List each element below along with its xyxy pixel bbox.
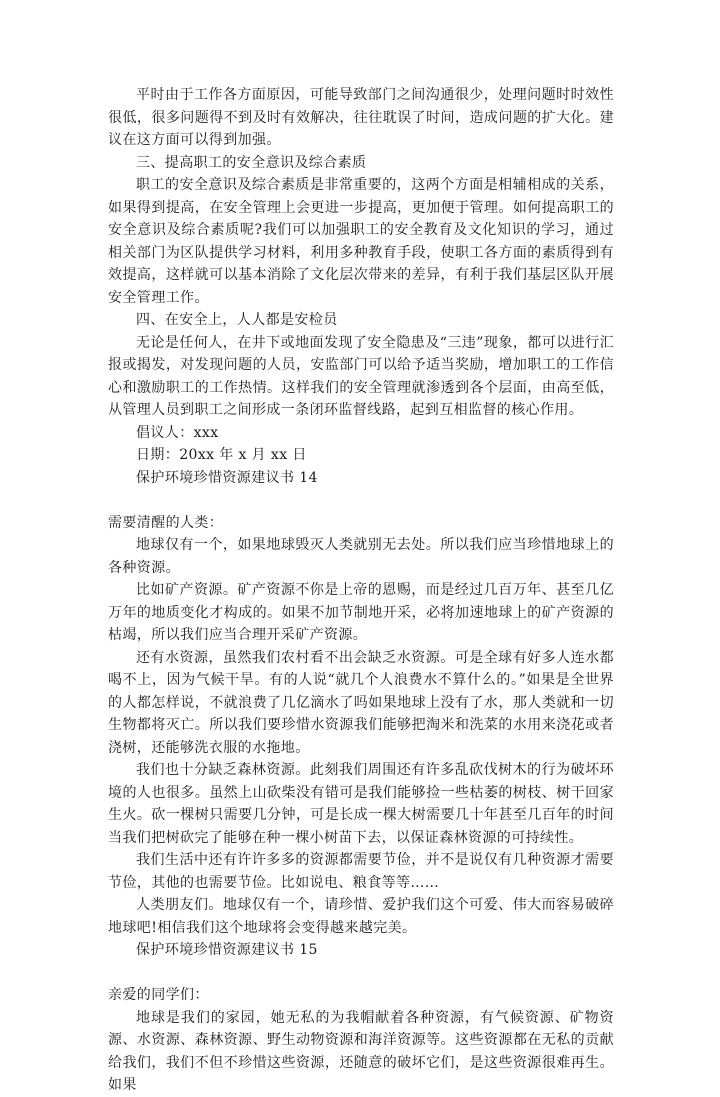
paragraph-saving: 我们生活中还有许许多多的资源都需要节俭，并不是说仅有几种资源才需要节俭，其他的也需要节俭。比如说电、粮食等等…… (108, 852, 614, 891)
blank-line (108, 962, 614, 985)
paragraph-safety-awareness: 职工的安全意识及综合素质是非常重要的，这两个方面是相辅相成的关系，如果得到提高，在安全管理上会更进一步提高，更加便于管理。如何提高职工的安全意识及综合素质呢?我们可以加强职工的安全教育及文化知识的学习，通过相关部门为区队提供学习材料，利用多种教育手段，使职工各方面的素质得到有效提高，这样就可以基本消除了文化层次带来的差异，有利于我们基层区队开展安全管理工作。 (108, 177, 614, 306)
heading-section-three: 三、提高职工的安全意识及综合素质 (136, 154, 367, 171)
document-title-14: 保护环境珍惜资源建议书 14 (136, 469, 318, 486)
blank-line (108, 489, 614, 512)
paragraph-one-earth: 地球仅有一个，如果地球毁灭人类就别无去处。所以我们应当珍惜地球上的各种资源。 (108, 537, 614, 576)
paragraph-communication: 平时由于工作各方面原因，可能导致部门之间沟通很少，处理问题时时效性很低，很多问题得不到及时有效解决，往往耽误了时间，造成问题的扩大化。建议在这方面可以得到加强。 (108, 87, 614, 148)
paragraph-safety-inspector: 无论是任何人，在井下或地面发现了安全隐患及“三违”现象，都可以进行汇报或揭发，对发现问题的人员，安监部门可以给予适当奖励，增加职工的工作信心和激励职工的工作热情。这样我们的安全管理就渗透到各个层面，由高至低，从管理人员到职工之间形成一条闭环监督线路，起到互相监督的核心作用。 (108, 334, 614, 418)
signature-date: 日期：20xx 年 x 月 xx 日 (136, 447, 307, 463)
salutation-15: 亲爱的同学们： (108, 987, 209, 1003)
document-title-15: 保护环境珍惜资源建议书 15 (136, 942, 318, 958)
paragraph-earth-home: 地球是我们的家园，她无私的为我帽献着各种资源，有气候资源、矿物资源、水资源、森林资源、野生动物资源和海洋资源等。这些资源都在无私的贡献给我们，我们不但不珍惜这些资源，还随意的破坏它们，是这些资源很难再生。如果 (108, 1009, 614, 1093)
paragraph-closing: 人类朋友们。地球仅有一个，请珍惜、爱护我们这个可爱、伟大而容易破碎地球吧!相信我们这个地球将会变得越来越完美。 (108, 897, 614, 936)
document-page (108, 84, 614, 1097)
salutation-14: 需要清醒的人类： (108, 514, 224, 531)
paragraph-forest: 我们也十分缺乏森林资源。此刻我们周围还有许多乱砍伐树木的行为破坏环境的人也很多。虽然上山砍柴没有错可是我们能够捡一些枯萎的树枝、树干回家生火。砍一棵树只需要几分钟，可是长成一棵大树需要几十年甚至几百年的时间当我们把树砍完了能够在种一棵小树苗下去，以保证森林资源的可持续性。 (108, 762, 614, 846)
paragraph-mineral: 比如矿产资源。矿产资源不你是上帝的恩赐，而是经过几百万年、甚至几亿万年的地质变化才构成的。如果不加节制地开采，必将加速地球上的矿产资源的枯竭，所以我们应当合理开采矿产资源。 (108, 582, 614, 643)
signature-proposer: 倡议人：xxx (136, 424, 219, 441)
paragraph-water: 还有水资源，虽然我们农村看不出会缺乏水资源。可是全球有好多人连水都喝不上，因为气候干旱。有的人说“就几个人浪费水不算什么的。”如果是全世界的人都怎样说，不就浪费了几亿滴水了吗如果地球上没有了水，那人类就和一切生物都将灭亡。所以我们要珍惜水资源我们能够把淘米和洗菜的水用来浇花或者浇树，还能够洗衣服的水拖地。 (108, 649, 614, 756)
heading-section-four: 四、在安全上，人人都是安检员 (136, 312, 338, 328)
